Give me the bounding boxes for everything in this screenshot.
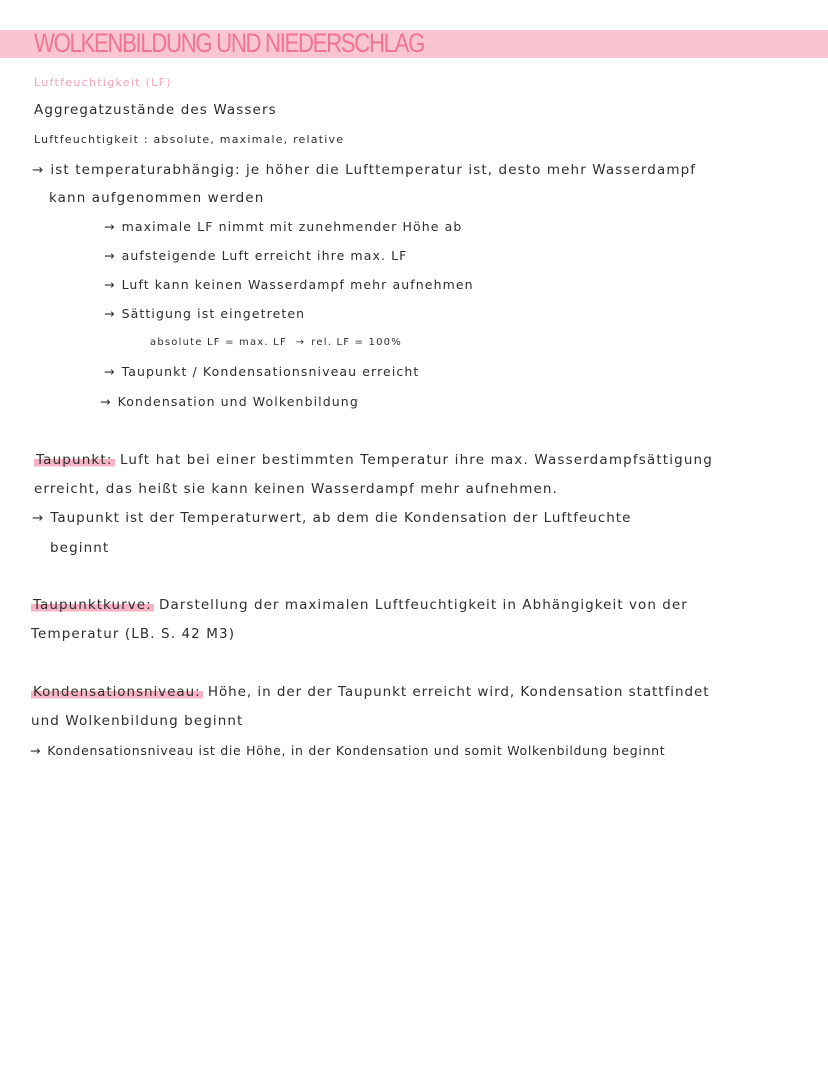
note-line: kann aufgenommen werden xyxy=(49,190,265,206)
note-line xyxy=(104,306,305,321)
note-line: Aggregatzustände des Wassers xyxy=(34,102,277,118)
note-line: erreicht, das heißt sie kann keinen Wasserdampf mehr aufnehmen. xyxy=(34,481,558,497)
note-line: beginnt xyxy=(50,540,110,556)
page-title: WOLKENBILDUNG UND NIEDERSCHLAG xyxy=(34,28,424,58)
definition-text: Darstellung der maximalen Luftfeuchtigkeit in Abhängigkeit von der xyxy=(159,597,688,613)
definition-kondensationsniveau xyxy=(31,684,709,700)
arrow-icon: → xyxy=(104,248,116,263)
note-text: aufsteigende Luft erreicht ihre max. LF xyxy=(121,248,408,263)
definition-taupunktkurve xyxy=(31,597,688,613)
note-line xyxy=(100,394,359,409)
definition-text: Luft hat bei einer bestimmten Temperatur ihre max. Wasserdampfsättigung xyxy=(120,452,713,468)
note-text: Taupunkt ist der Temperaturwert, ab dem die Kondensation der Luftfeuchte xyxy=(50,510,632,526)
arrow-icon: → xyxy=(295,337,306,348)
arrow-icon: → xyxy=(32,162,45,178)
arrow-icon: → xyxy=(104,219,116,234)
note-line xyxy=(32,510,631,526)
arrow-icon: → xyxy=(100,394,112,409)
section-subtitle: Luftfeuchtigkeit (LF) xyxy=(34,76,172,89)
note-line: Luftfeuchtigkeit : absolute, maximale, relative xyxy=(34,133,345,146)
note-text: Kondensationsniveau ist die Höhe, in der Kondensation und somit Wolkenbildung beginnt xyxy=(47,743,666,758)
highlighted-term: Taupunktkurve: xyxy=(33,597,152,613)
note-text: Sättigung ist eingetreten xyxy=(121,306,306,321)
note-text: Taupunkt / Kondensationsniveau erreicht xyxy=(121,364,420,379)
note-line xyxy=(30,743,665,758)
note-text: maximale LF nimmt mit zunehmender Höhe ab xyxy=(121,219,463,234)
note-line: und Wolkenbildung beginnt xyxy=(31,713,244,729)
note-line xyxy=(104,248,407,263)
highlighted-term: Taupunkt: xyxy=(36,452,113,468)
arrow-icon: → xyxy=(104,277,116,292)
note-line xyxy=(104,277,474,292)
highlighted-term: Kondensationsniveau: xyxy=(33,684,201,700)
arrow-icon: → xyxy=(104,364,116,379)
note-text: ist temperaturabhängig: je höher die Lufttemperatur ist, desto mehr Wasserdampf xyxy=(50,162,697,178)
note-text: Kondensation und Wolkenbildung xyxy=(117,394,359,409)
note-line xyxy=(150,337,402,348)
note-line xyxy=(104,364,419,379)
definition-taupunkt xyxy=(34,452,713,468)
arrow-icon: → xyxy=(32,510,45,526)
note-line: Temperatur (LB. S. 42 M3) xyxy=(31,626,236,642)
note-text: Luft kann keinen Wasserdampf mehr aufnehmen xyxy=(121,277,474,292)
note-text: absolute LF = max. LF xyxy=(150,337,287,348)
note-text: rel. LF = 100% xyxy=(311,337,402,348)
note-line xyxy=(32,162,696,178)
arrow-icon: → xyxy=(30,743,42,758)
note-line xyxy=(104,219,462,234)
arrow-icon: → xyxy=(104,306,116,321)
definition-text: Höhe, in der der Taupunkt erreicht wird, Kondensation stattfindet xyxy=(207,684,710,700)
